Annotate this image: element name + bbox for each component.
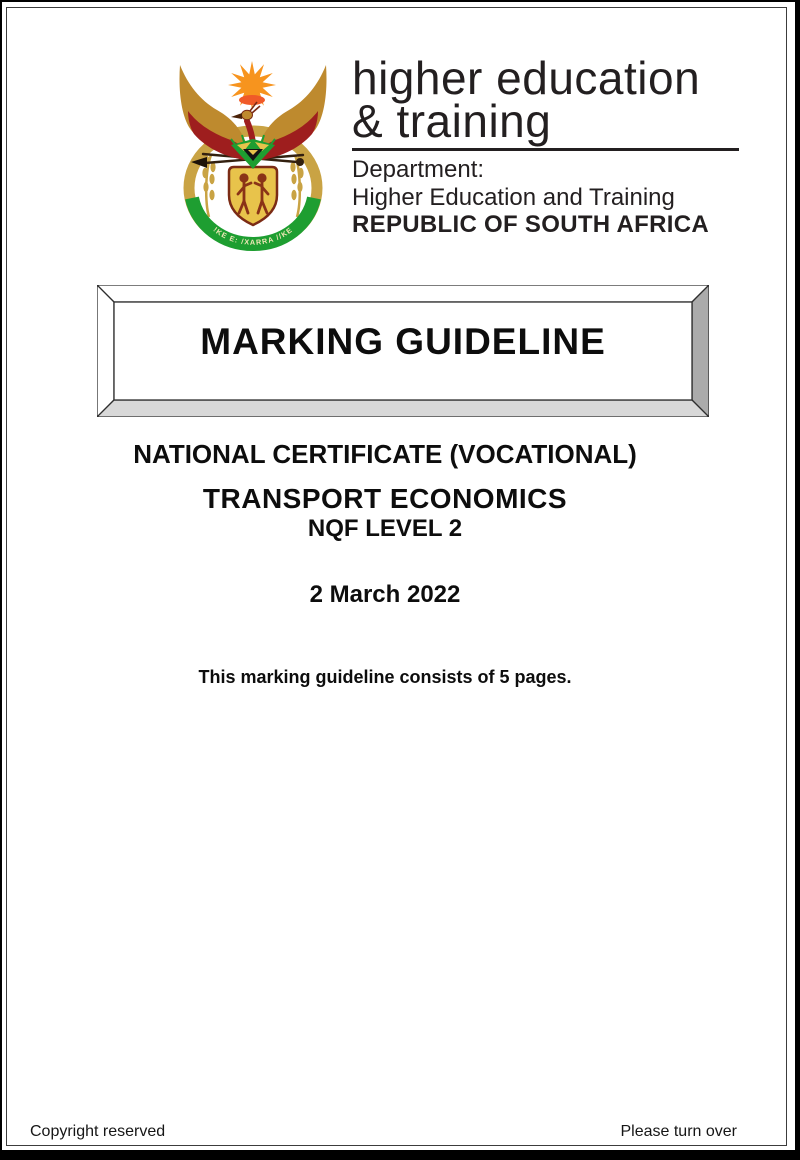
marking-guideline-box xyxy=(97,285,709,417)
footer xyxy=(30,1123,737,1141)
department-label: Department: xyxy=(352,156,485,183)
logo-divider xyxy=(352,148,739,151)
wordmark-line-2: & training xyxy=(352,95,552,147)
exam-date: 2 March 2022 xyxy=(309,581,461,608)
nqf-level: NQF LEVEL 2 xyxy=(307,515,463,542)
wordmark-line-1: higher education xyxy=(352,52,701,104)
certificate-title: NATIONAL CERTIFICATE (VOCATIONAL) xyxy=(133,439,637,469)
motto-text: !KE E: /XARRA //KE xyxy=(211,225,295,247)
country-name: REPUBLIC OF SOUTH AFRICA xyxy=(352,211,709,238)
document-page xyxy=(2,2,795,1150)
logo-wordmark xyxy=(352,52,752,147)
page-title: MARKING GUIDELINE xyxy=(200,321,606,362)
masthead xyxy=(352,52,752,239)
pages-note: This marking guideline consists of 5 pages. xyxy=(198,667,572,687)
department-name: Higher Education and Training xyxy=(352,183,675,211)
copyright-text: Copyright reserved xyxy=(30,1123,166,1140)
turn-over-text: Please turn over xyxy=(620,1123,737,1140)
coat-of-arms-icon xyxy=(167,54,337,252)
subject-title: TRANSPORT ECONOMICS xyxy=(202,483,568,514)
